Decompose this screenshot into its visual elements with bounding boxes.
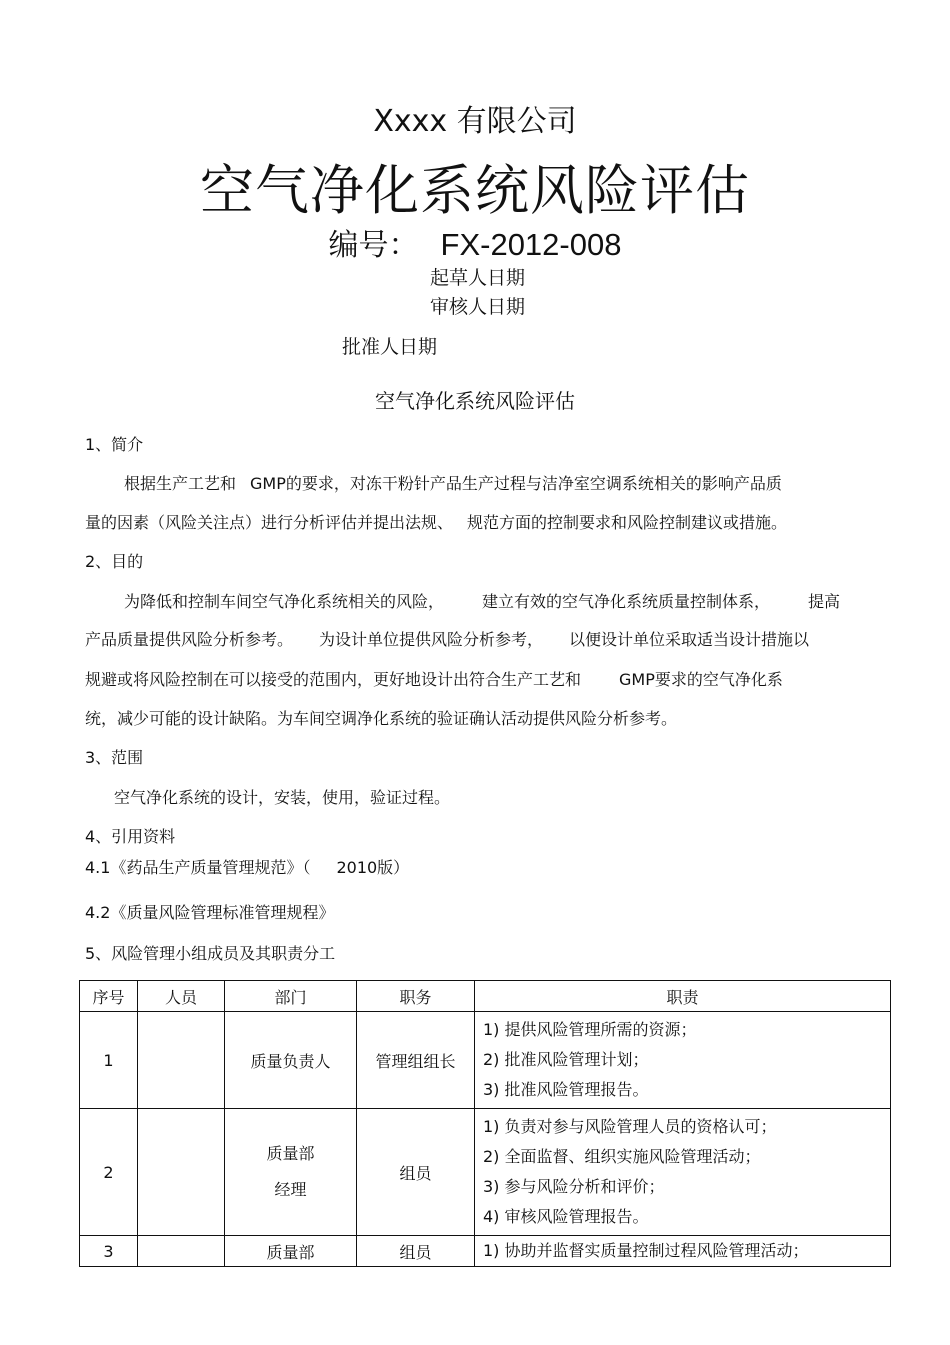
row-duties [475,1109,891,1236]
section-2-para-line4: 统，减少可能的设计缺陷。为车间空调净化系统的验证确认活动提供风险分析参考。 [85,709,678,728]
row-person [138,1012,225,1109]
text-span: GMP要求的空气净化系 [619,670,783,689]
reference-2: 4.2《质量风险管理标准管理规程》 [85,903,335,922]
text-span: 4.1《药品生产质量管理规范》（ [85,858,311,877]
duty-item: 1) 协助并监督实质量控制过程风险管理活动； [483,1241,809,1260]
row-role: 组员 [357,1109,475,1236]
responsibility-table [79,980,891,1267]
reference-1 [85,855,409,878]
code-label: 编号： [328,228,419,263]
text-span: 量的因素（风险关注点）进行分析评估并提出法规、 [85,513,454,532]
text-span: 为降低和控制车间空气净化系统相关的风险， [124,592,445,611]
row-dept [225,1109,357,1236]
text-span: 规避或将风险控制在可以接受的范围内，更好地设计出符合生产工艺和 [85,670,582,689]
text-span: 根据生产工艺和 [124,474,237,493]
row-role: 组员 [357,1236,475,1267]
row-dept [225,1236,357,1267]
duty-item: 2) 全面监督、组织实施风险管理活动； [483,1147,761,1166]
duty-item: 1) 负责对参与风险管理人员的资格认可； [483,1117,777,1136]
row-duties [475,1012,891,1109]
text-span: 2010版） [336,858,410,877]
duty-item: 2) 批准风险管理计划； [483,1050,649,1069]
header-dept: 部门 [225,981,357,1012]
section-5-heading: 5、风险管理小组成员及其职责分工 [85,944,336,963]
section-subtitle: 空气净化系统风险评估 [375,389,575,413]
reviewer-date: 审核人日期 [430,296,526,318]
company-name: Xxxx 有限公司 [373,104,577,139]
text-span: 以便设计单位采取适当设计措施以 [569,630,810,649]
row-dept [225,1012,357,1109]
dept-line: 质量部 [266,1144,315,1163]
row-person [138,1109,225,1236]
duty-item: 4) 审核风险管理报告。 [483,1207,649,1226]
row-duties [475,1236,891,1267]
section-1-para-line2 [85,510,787,533]
section-3-heading: 3、范围 [85,748,144,767]
section-2-para-line3 [85,667,783,690]
section-2-heading: 2、目的 [85,552,144,571]
section-2-para-line1 [124,589,840,612]
dept-line: 质量负责人 [250,1051,331,1071]
document-code [0,220,950,264]
header-duties: 职责 [475,981,891,1012]
row-person [138,1236,225,1267]
text-span: 产品质量提供风险分析参考。 [85,630,294,649]
code-value: FX-2012-008 [440,227,622,262]
section-4-heading: 4、引用资料 [85,827,176,846]
text-span: 建立有效的空气净化系统质量控制体系， [482,592,771,611]
approver-date: 批准人日期 [342,336,438,358]
header-no: 序号 [80,981,138,1012]
text-span: 为设计单位提供风险分析参考， [319,630,544,649]
row-no: 1 [80,1012,138,1109]
duty-item: 1) 提供风险管理所需的资源； [483,1020,697,1039]
drafter-date: 起草人日期 [430,267,526,289]
document-title: 空气净化系统风险评估 [200,159,750,222]
text-span: GMP的要求，对冻干粉针产品生产过程与洁净室空调系统相关的影响产品质 [250,474,782,493]
dept-line: 质量部 [266,1242,315,1262]
duty-item: 3) 参与风险分析和评价； [483,1177,665,1196]
section-1-heading: 1、简介 [85,435,144,454]
section-1-para-line1 [124,471,782,494]
table-row [80,1236,891,1267]
row-no: 3 [80,1236,138,1267]
table-row [80,1012,891,1109]
header-person: 人员 [138,981,225,1012]
table-header-row [80,981,891,1012]
dept-line: 经理 [274,1180,307,1199]
section-2-para-line2 [85,627,809,650]
text-span: 提高 [808,592,841,611]
header-role: 职务 [357,981,475,1012]
duty-item: 3) 批准风险管理报告。 [483,1080,649,1099]
table-row [80,1109,891,1236]
row-no: 2 [80,1109,138,1236]
section-3-para: 空气净化系统的设计，安装，使用，验证过程。 [114,788,451,807]
row-role: 管理组组长 [357,1012,475,1109]
text-span: 规范方面的控制要求和风险控制建议或措施。 [467,513,788,532]
